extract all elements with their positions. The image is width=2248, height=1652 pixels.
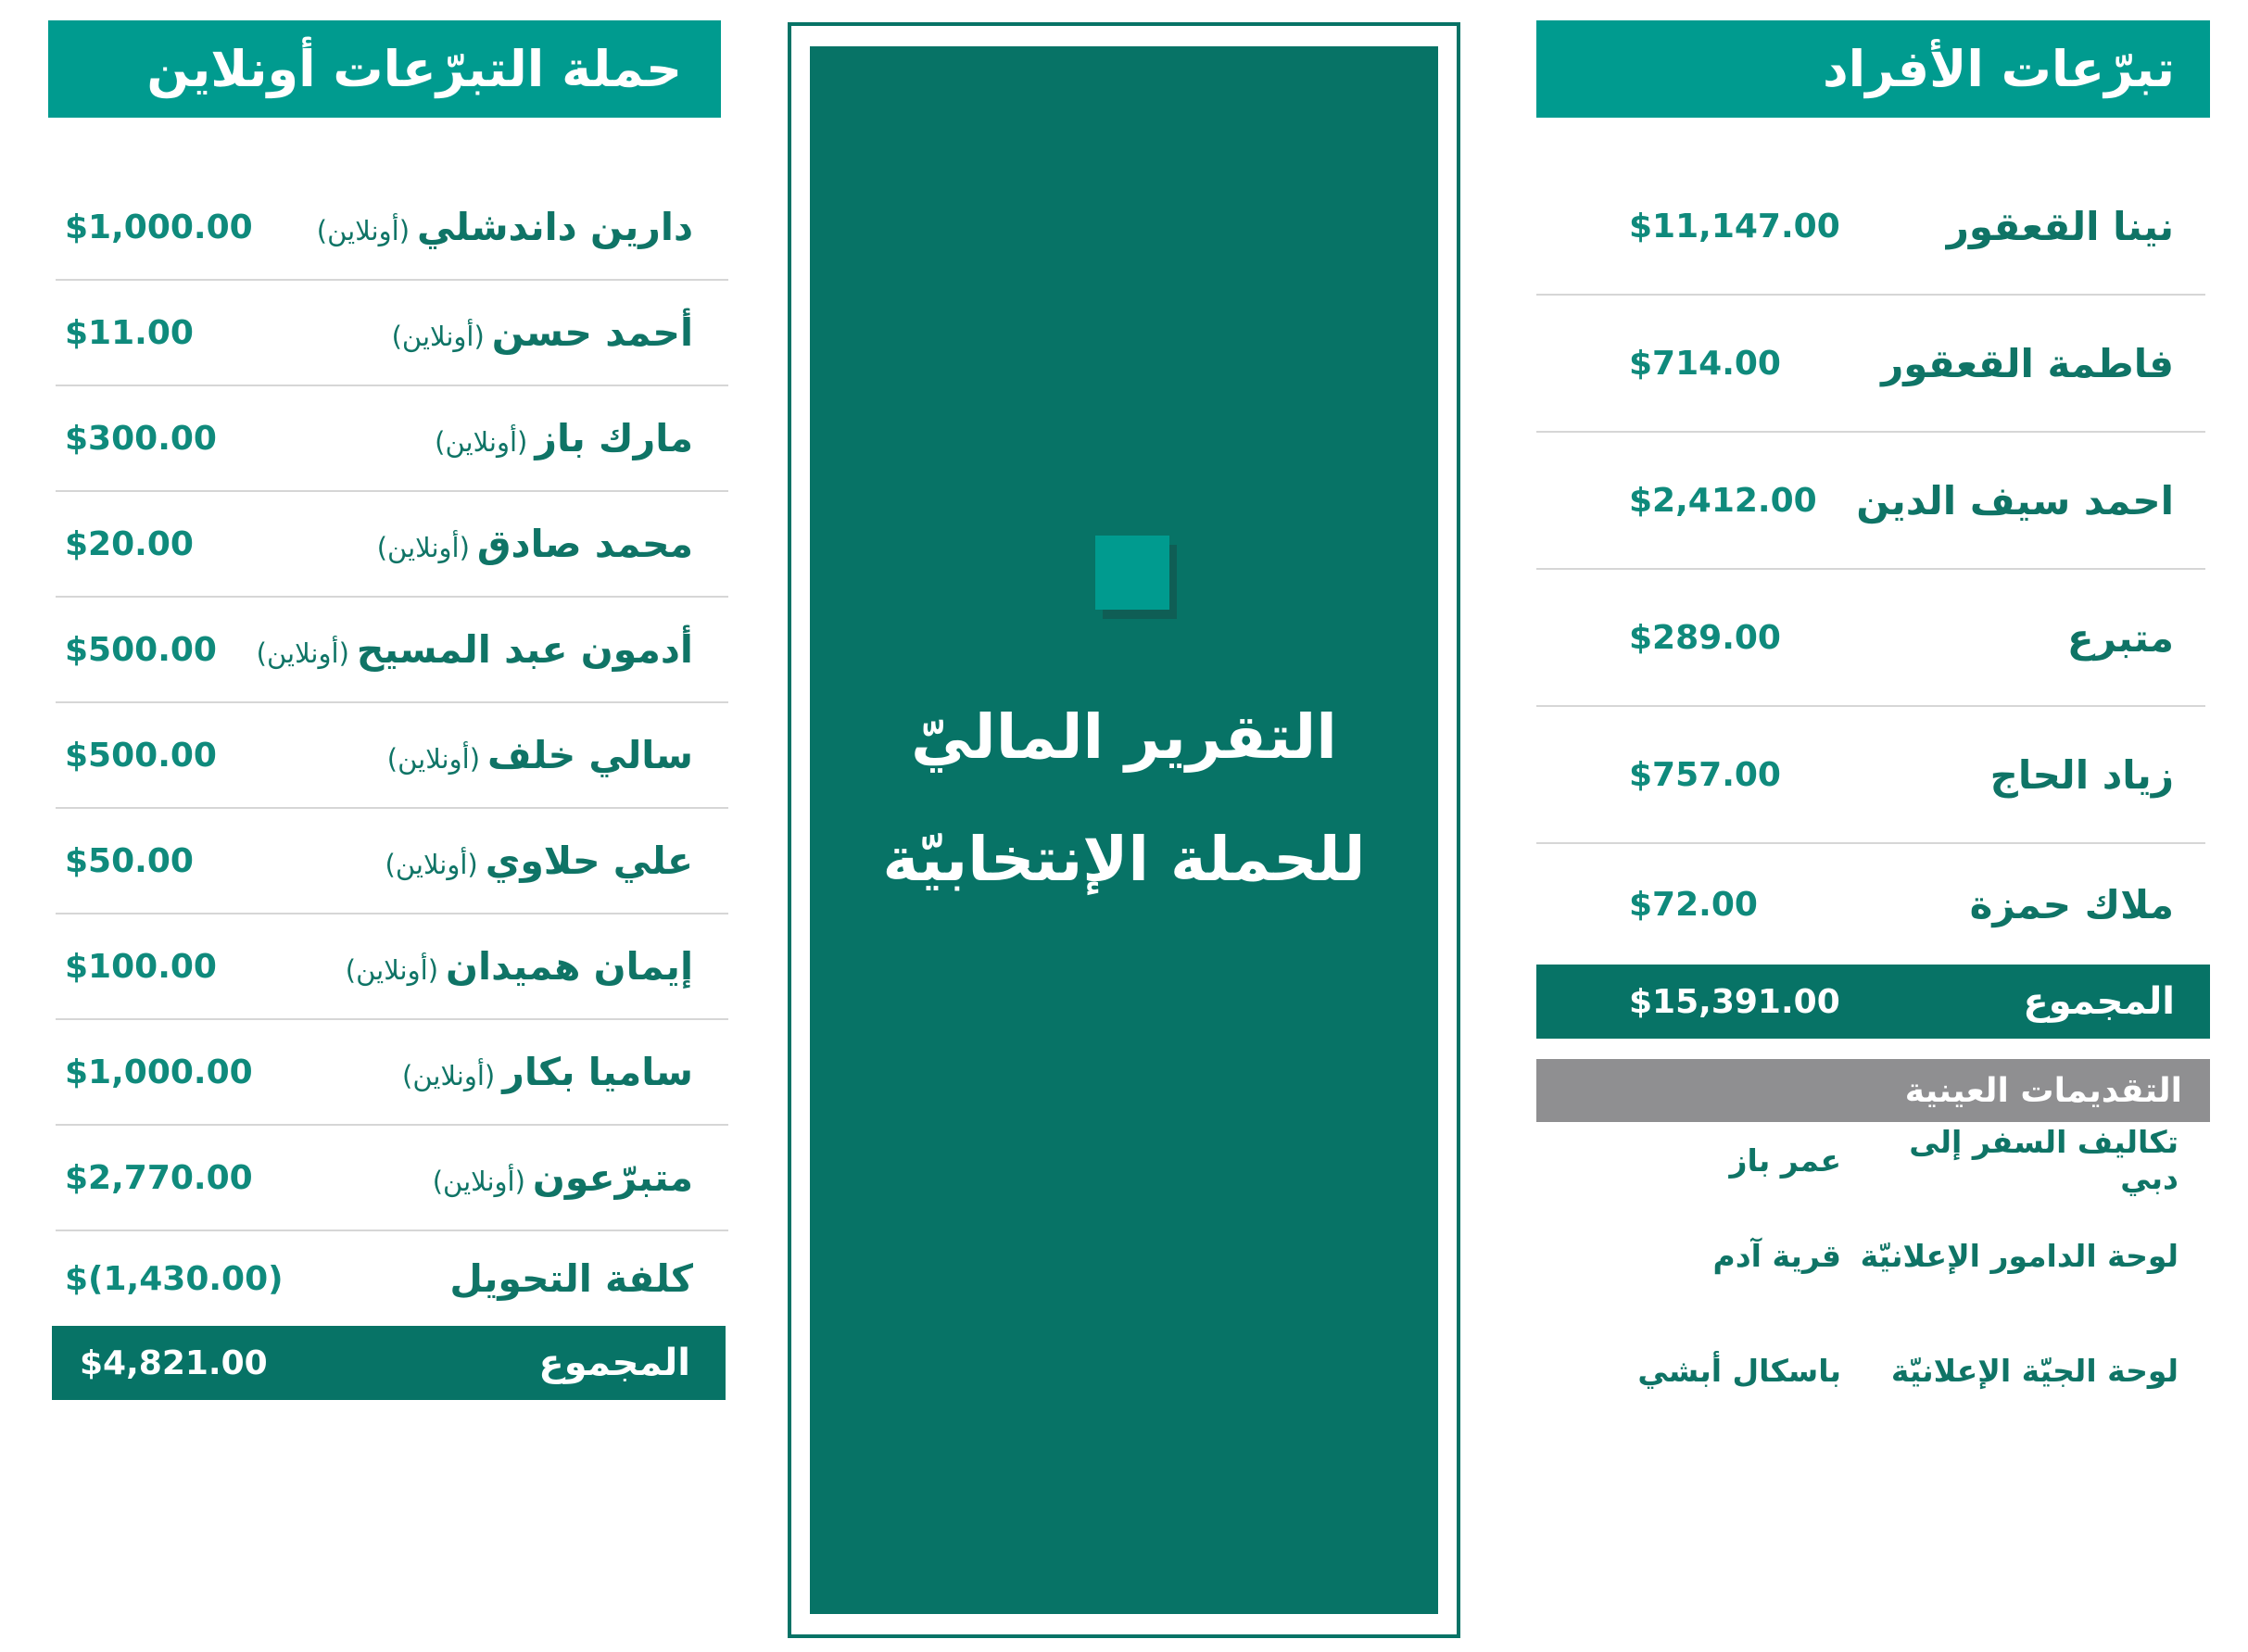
donation-amount: $11.00 xyxy=(65,313,194,352)
transfer-fee-label: كلفة التحويل xyxy=(449,1256,693,1301)
list-item xyxy=(56,703,728,809)
donor-name: أدمون عبد المسيح(أونلاين) xyxy=(256,627,693,672)
donor-name: دارين داندشلي(أونلاين) xyxy=(316,205,693,249)
online-suffix: (أونلاين) xyxy=(402,1060,496,1091)
online-suffix: (أونلاين) xyxy=(345,954,439,986)
donor-name: علي حلاوي(أونلاين) xyxy=(385,839,693,883)
total-value: $4,821.00 xyxy=(80,1343,268,1382)
list-item xyxy=(1536,433,2205,570)
list-item xyxy=(56,809,728,914)
inkind-donor: عمر باز xyxy=(1729,1141,1841,1179)
online-donations-list xyxy=(56,175,728,1326)
total-label: المجموع xyxy=(2023,980,2175,1023)
donor-name: متبرّعون(أونلاين) xyxy=(432,1155,693,1200)
donation-amount: $289.00 xyxy=(1629,618,1781,657)
online-donations-panel xyxy=(48,20,728,1400)
transfer-fee-amount: $(1,430.00) xyxy=(65,1259,284,1298)
donation-amount: $1,000.00 xyxy=(65,208,253,246)
list-item xyxy=(1536,1122,2210,1198)
donor-name: ساميا بكار(أونلاين) xyxy=(402,1050,693,1094)
report-title-line-2: للحملة الإنتخابيّة xyxy=(882,824,1366,895)
donor-name: احمد سيف الدين xyxy=(1856,477,2174,523)
donor-name: إيمان هميدان(أونلاين) xyxy=(345,944,693,989)
online-suffix: (أونلاين) xyxy=(432,1166,525,1197)
list-item xyxy=(1536,844,2205,965)
online-suffix: (أونلاين) xyxy=(391,321,485,352)
inkind-section-title: التقديمات العينية xyxy=(1536,1059,2210,1122)
donation-amount: $500.00 xyxy=(65,630,217,669)
inkind-list xyxy=(1536,1122,2210,1428)
donor-name: محمد صادق(أونلاين) xyxy=(376,522,693,566)
donation-amount: $2,412.00 xyxy=(1629,481,1817,520)
inkind-item: تكاليف السفر إلى دبي xyxy=(1909,1124,2179,1196)
list-item xyxy=(56,175,728,281)
report-title xyxy=(810,676,1438,921)
online-donations-title: حملة التبرّعات أونلاين xyxy=(48,20,721,118)
list-item xyxy=(56,1020,728,1126)
donation-amount: $100.00 xyxy=(65,947,217,986)
donation-amount: $500.00 xyxy=(65,736,217,775)
list-item xyxy=(1536,1198,2210,1313)
online-suffix: (أونلاين) xyxy=(386,743,481,775)
donor-name: مارك باز(أونلاين) xyxy=(435,416,693,460)
list-item xyxy=(56,1231,728,1326)
list-item xyxy=(1536,1313,2210,1428)
individuals-total-bar xyxy=(1536,965,2210,1039)
report-title-line-1: التقرير الماليّ xyxy=(911,701,1337,773)
list-item xyxy=(1536,158,2205,296)
donation-amount: $757.00 xyxy=(1629,755,1781,794)
donation-amount: $72.00 xyxy=(1629,885,1758,924)
donation-amount: $2,770.00 xyxy=(65,1158,253,1197)
donor-name: أحمد حسن(أونلاين) xyxy=(391,310,693,355)
list-item xyxy=(1536,707,2205,844)
square-logo-icon xyxy=(1095,536,1179,619)
donor-name: متبرع xyxy=(2066,614,2174,661)
inkind-item: لوحة الدامور الإعلانيّة xyxy=(1860,1237,2179,1274)
list-item xyxy=(1536,570,2205,707)
report-cover-panel xyxy=(788,22,1460,1638)
list-item xyxy=(56,281,728,386)
donation-amount: $714.00 xyxy=(1629,344,1781,383)
online-suffix: (أونلاين) xyxy=(256,637,349,669)
individual-donations-panel xyxy=(1536,20,2213,1428)
donation-amount: $300.00 xyxy=(65,419,217,458)
inkind-donor: باسكال أبشي xyxy=(1637,1352,1841,1389)
cover-background xyxy=(810,46,1438,1614)
donor-name: زياد الحاج xyxy=(1989,751,2174,798)
inkind-donor: قرية آدم xyxy=(1712,1237,1841,1274)
donor-name: ملاك حمزة xyxy=(1969,881,2174,927)
list-item xyxy=(56,598,728,703)
donor-name: سالي خلف(أونلاين) xyxy=(386,733,693,777)
list-item xyxy=(56,386,728,492)
donation-amount: $1,000.00 xyxy=(65,1053,253,1091)
online-suffix: (أونلاين) xyxy=(435,426,528,458)
donation-amount: $50.00 xyxy=(65,841,194,880)
donor-name: نينا القعقور xyxy=(1946,203,2174,249)
individual-donations-list xyxy=(1536,158,2205,965)
list-item xyxy=(56,1126,728,1231)
donation-amount: $20.00 xyxy=(65,524,194,563)
list-item xyxy=(56,914,728,1020)
list-item xyxy=(1536,296,2205,433)
online-suffix: (أونلاين) xyxy=(316,215,410,246)
donation-amount: $11,147.00 xyxy=(1629,207,1840,246)
total-label: المجموع xyxy=(538,1342,690,1384)
online-suffix: (أونلاين) xyxy=(385,849,478,880)
list-item xyxy=(56,492,728,598)
individual-donations-title: تبرّعات الأفراد xyxy=(1536,20,2210,118)
donor-name: فاطمة القعقور xyxy=(1881,340,2174,386)
online-suffix: (أونلاين) xyxy=(376,532,470,563)
inkind-item: لوحة الجيّة الإعلانيّة xyxy=(1890,1352,2179,1389)
total-value: $15,391.00 xyxy=(1629,982,1840,1021)
online-total-bar xyxy=(52,1326,726,1400)
